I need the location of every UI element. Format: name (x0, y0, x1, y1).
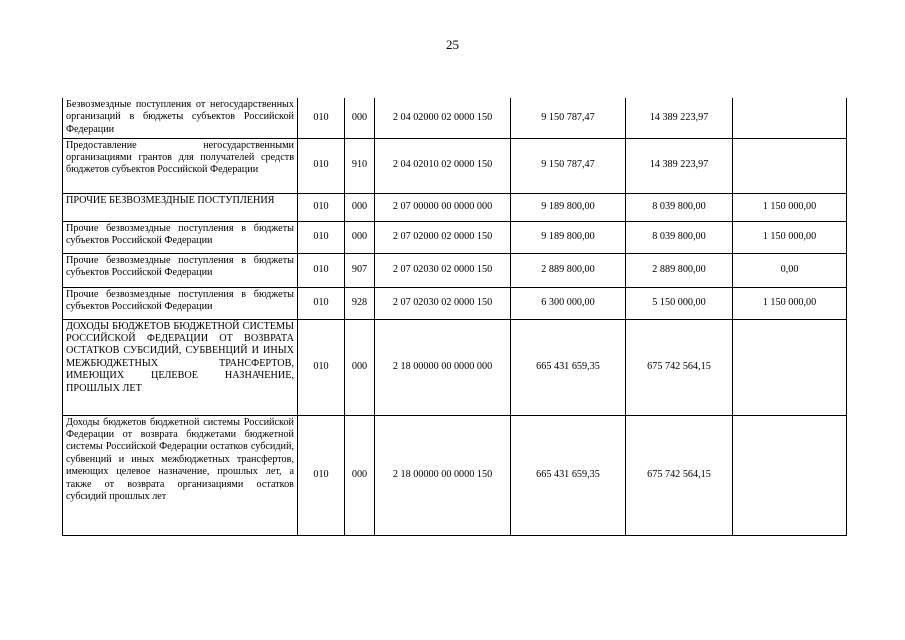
row-budget-code: 2 04 02010 02 0000 150 (375, 138, 511, 193)
row-admin-code: 010 (298, 193, 345, 221)
row-value-remainder (733, 415, 847, 535)
row-sub-code: 000 (345, 221, 375, 253)
row-sub-code: 928 (345, 287, 375, 319)
table-row (63, 193, 847, 221)
row-value-executed: 14 389 223,97 (626, 98, 733, 138)
row-value-remainder: 1 150 000,00 (733, 221, 847, 253)
row-value-plan: 665 431 659,35 (511, 415, 626, 535)
row-value-remainder (733, 319, 847, 415)
table-row (63, 98, 847, 138)
row-value-executed: 8 039 800,00 (626, 193, 733, 221)
row-admin-code: 010 (298, 138, 345, 193)
row-budget-code: 2 07 02030 02 0000 150 (375, 253, 511, 287)
table-row (63, 253, 847, 287)
row-name: ДОХОДЫ БЮДЖЕТОВ БЮДЖЕТНОЙ СИСТЕМЫ РОССИЙСКОЙ ФЕДЕРАЦИИ ОТ ВОЗВРАТА ОСТАТКОВ СУБСИДИЙ, СУБВЕНЦИЙ И ИНЫХ МЕЖБЮДЖЕТНЫХ ТРАНСФЕРТОВ, ИМЕЮЩИХ ЦЕЛЕВОЕ НАЗНАЧЕНИЕ, ПРОШЛЫХ ЛЕТ (63, 319, 298, 415)
row-budget-code: 2 04 02000 02 0000 150 (375, 98, 511, 138)
table-row (63, 287, 847, 319)
row-value-executed: 8 039 800,00 (626, 221, 733, 253)
row-value-plan: 9 189 800,00 (511, 193, 626, 221)
row-name: Предоставление негосударственными организациями грантов для получателей средств бюджетов субъектов Российской Федерации (63, 138, 298, 193)
row-value-remainder: 1 150 000,00 (733, 287, 847, 319)
row-admin-code: 010 (298, 319, 345, 415)
row-sub-code: 000 (345, 415, 375, 535)
table-row (63, 138, 847, 193)
table-row (63, 319, 847, 415)
row-budget-code: 2 18 00000 00 0000 150 (375, 415, 511, 535)
row-value-plan: 9 150 787,47 (511, 138, 626, 193)
table-row (63, 415, 847, 535)
row-admin-code: 010 (298, 287, 345, 319)
budget-table (62, 98, 847, 536)
row-value-plan: 9 150 787,47 (511, 98, 626, 138)
page-number: 25 (446, 37, 459, 52)
row-value-remainder (733, 138, 847, 193)
row-sub-code: 907 (345, 253, 375, 287)
row-value-executed: 675 742 564,15 (626, 415, 733, 535)
row-sub-code: 000 (345, 319, 375, 415)
row-sub-code: 910 (345, 138, 375, 193)
row-name: Доходы бюджетов бюджетной системы Российской Федерации от возврата бюджетами бюджетной системы Российской Федерации остатков субсидий, субвенций и иных межбюджетных трансфертов, имеющих целевое назначение, прошлых лет, а также от возврата организациями остатков субсидий прошлых лет (63, 415, 298, 535)
row-value-plan: 6 300 000,00 (511, 287, 626, 319)
table-row (63, 221, 847, 253)
row-value-plan: 665 431 659,35 (511, 319, 626, 415)
row-name: Безвозмездные поступления от негосударственных организаций в бюджеты субъектов Российской Федерации (63, 98, 298, 138)
row-value-executed: 675 742 564,15 (626, 319, 733, 415)
row-name: Прочие безвозмездные поступления в бюджеты субъектов Российской Федерации (63, 287, 298, 319)
row-admin-code: 010 (298, 415, 345, 535)
row-value-executed: 14 389 223,97 (626, 138, 733, 193)
row-budget-code: 2 18 00000 00 0000 000 (375, 319, 511, 415)
row-value-plan: 9 189 800,00 (511, 221, 626, 253)
row-value-remainder: 1 150 000,00 (733, 193, 847, 221)
row-sub-code: 000 (345, 193, 375, 221)
row-value-remainder (733, 98, 847, 138)
row-value-remainder: 0,00 (733, 253, 847, 287)
row-name: ПРОЧИЕ БЕЗВОЗМЕЗДНЫЕ ПОСТУПЛЕНИЯ (63, 193, 298, 221)
row-value-plan: 2 889 800,00 (511, 253, 626, 287)
row-name: Прочие безвозмездные поступления в бюджеты субъектов Российской Федерации (63, 221, 298, 253)
row-admin-code: 010 (298, 221, 345, 253)
row-value-executed: 2 889 800,00 (626, 253, 733, 287)
row-budget-code: 2 07 02000 02 0000 150 (375, 221, 511, 253)
row-admin-code: 010 (298, 253, 345, 287)
row-admin-code: 010 (298, 98, 345, 138)
row-sub-code: 000 (345, 98, 375, 138)
row-name: Прочие безвозмездные поступления в бюджеты субъектов Российской Федерации (63, 253, 298, 287)
row-budget-code: 2 07 00000 00 0000 000 (375, 193, 511, 221)
row-budget-code: 2 07 02030 02 0000 150 (375, 287, 511, 319)
row-value-executed: 5 150 000,00 (626, 287, 733, 319)
